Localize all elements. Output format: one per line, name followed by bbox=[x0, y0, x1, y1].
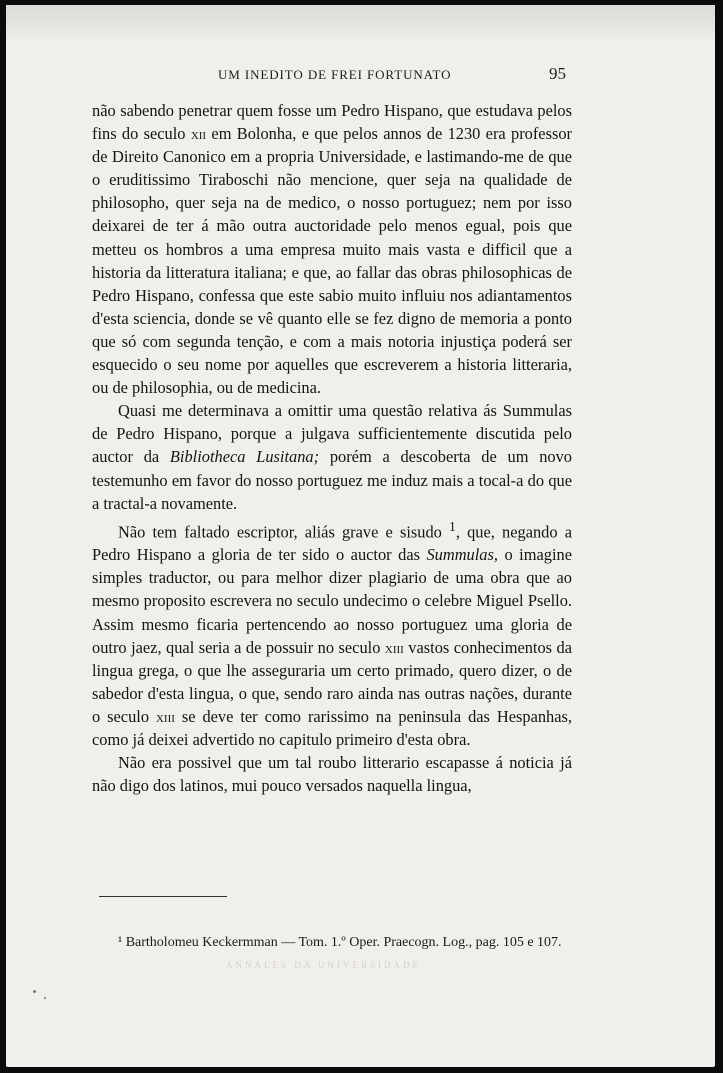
book-page bbox=[6, 5, 715, 1067]
paragraph bbox=[92, 399, 572, 514]
ink-speck bbox=[44, 997, 46, 999]
text-run: , que, negando a Pedro Hispano a gloria de ter sido o auctor das bbox=[92, 522, 572, 565]
text-run: Quasi me determinava a omittir uma questão relativa ás Summulas de Pedro Hispano, porque a julgava sufficientemente discutida pelo auctor da bbox=[92, 401, 572, 467]
text-run: em Bolonha, e que pelos annos de 1230 era professor de Direito Canonico em a propria Universidade, e lastimando-me de que o eruditissimo Tiraboschi não mencione, quer seja na qualidade de philosopho, quer seja na de medico, o nosso portuguez; nem por isso deixarei de ter á mão outra auctoridade pelo menos egual, pois que metteu os hombros a uma empresa muito mais vasta e difficil que a historia da litteratura italiana; e que, ao fallar das obras philosophicas de Pedro Hispano, confessa que este sabio muito influiu nos adiantamentos d'esta sciencia, donde se vê quanto elle se fez digno de memoria a ponto que só com segunda tenção, e com a mais notoria injustiça poderá ser esquecido o seu nome por aquelles que escreverem a historia litteraria, ou de philosophia, ou de medicina. bbox=[92, 124, 572, 398]
text-run: se deve ter como rarissimo na peninsula das Hespanhas, como já deixei advertido no capitulo primeiro d'esta obra. bbox=[92, 706, 572, 749]
roman-numeral: xiii bbox=[155, 706, 175, 726]
text-run: Não era possivel que um tal roubo litterario escapasse á noticia já não digo dos latinos, mui pouco versados naquella lingua, bbox=[92, 753, 572, 796]
text-run: vastos conhecimentos da lingua grega, o que lhe asseguraria um certo primado, quero dizer, o de sabedor d'esta lingua, o que, sendo raro ainda nas outras nações, durante o seculo bbox=[92, 637, 572, 726]
footnote-divider bbox=[99, 896, 227, 897]
paragraph bbox=[92, 99, 572, 399]
show-through-text: ANNALES DA UNIVERSIDADE bbox=[226, 960, 421, 970]
text-run: Não tem faltado escriptor, aliás grave e sisudo bbox=[118, 522, 450, 542]
paragraph bbox=[92, 751, 572, 797]
footnote: ¹ Bartholomeu Keckermman — Tom. 1.º Oper. Praecogn. Log., pag. 105 e 107. bbox=[118, 935, 562, 950]
text-run: porém a descoberta de um novo testemunho em favor do nosso portuguez me induz mais a tocal-a do que a tractal-a novamente. bbox=[92, 447, 572, 513]
italic-title: Summulas, bbox=[426, 545, 498, 565]
ink-speck bbox=[33, 990, 36, 993]
italic-title: Bibliotheca Lusitana; bbox=[169, 447, 320, 467]
text-run: o imagine simples traductor, ou para melhor dizer plagiario de uma obra que ao mesmo proposito escrevera no seculo undecimo o celebre Miguel Psello. Assim mesmo ficaria pertencendo ao nosso portuguez uma gloria de outro jaez, qual seria a de possuir no seculo bbox=[92, 545, 572, 657]
roman-numeral: xii bbox=[190, 124, 207, 144]
footnote-marker: 1 bbox=[449, 518, 456, 534]
paragraph bbox=[92, 515, 572, 751]
page-number: 95 bbox=[549, 64, 566, 83]
roman-numeral: xiii bbox=[384, 637, 404, 657]
text-run: não sabendo penetrar quem fosse um Pedro Hispano, que estudava pelos fins do seculo bbox=[92, 101, 572, 144]
page-header bbox=[6, 64, 715, 91]
running-title: UM INEDITO DE FREI FORTUNATO bbox=[218, 67, 452, 82]
body-text bbox=[92, 99, 572, 797]
